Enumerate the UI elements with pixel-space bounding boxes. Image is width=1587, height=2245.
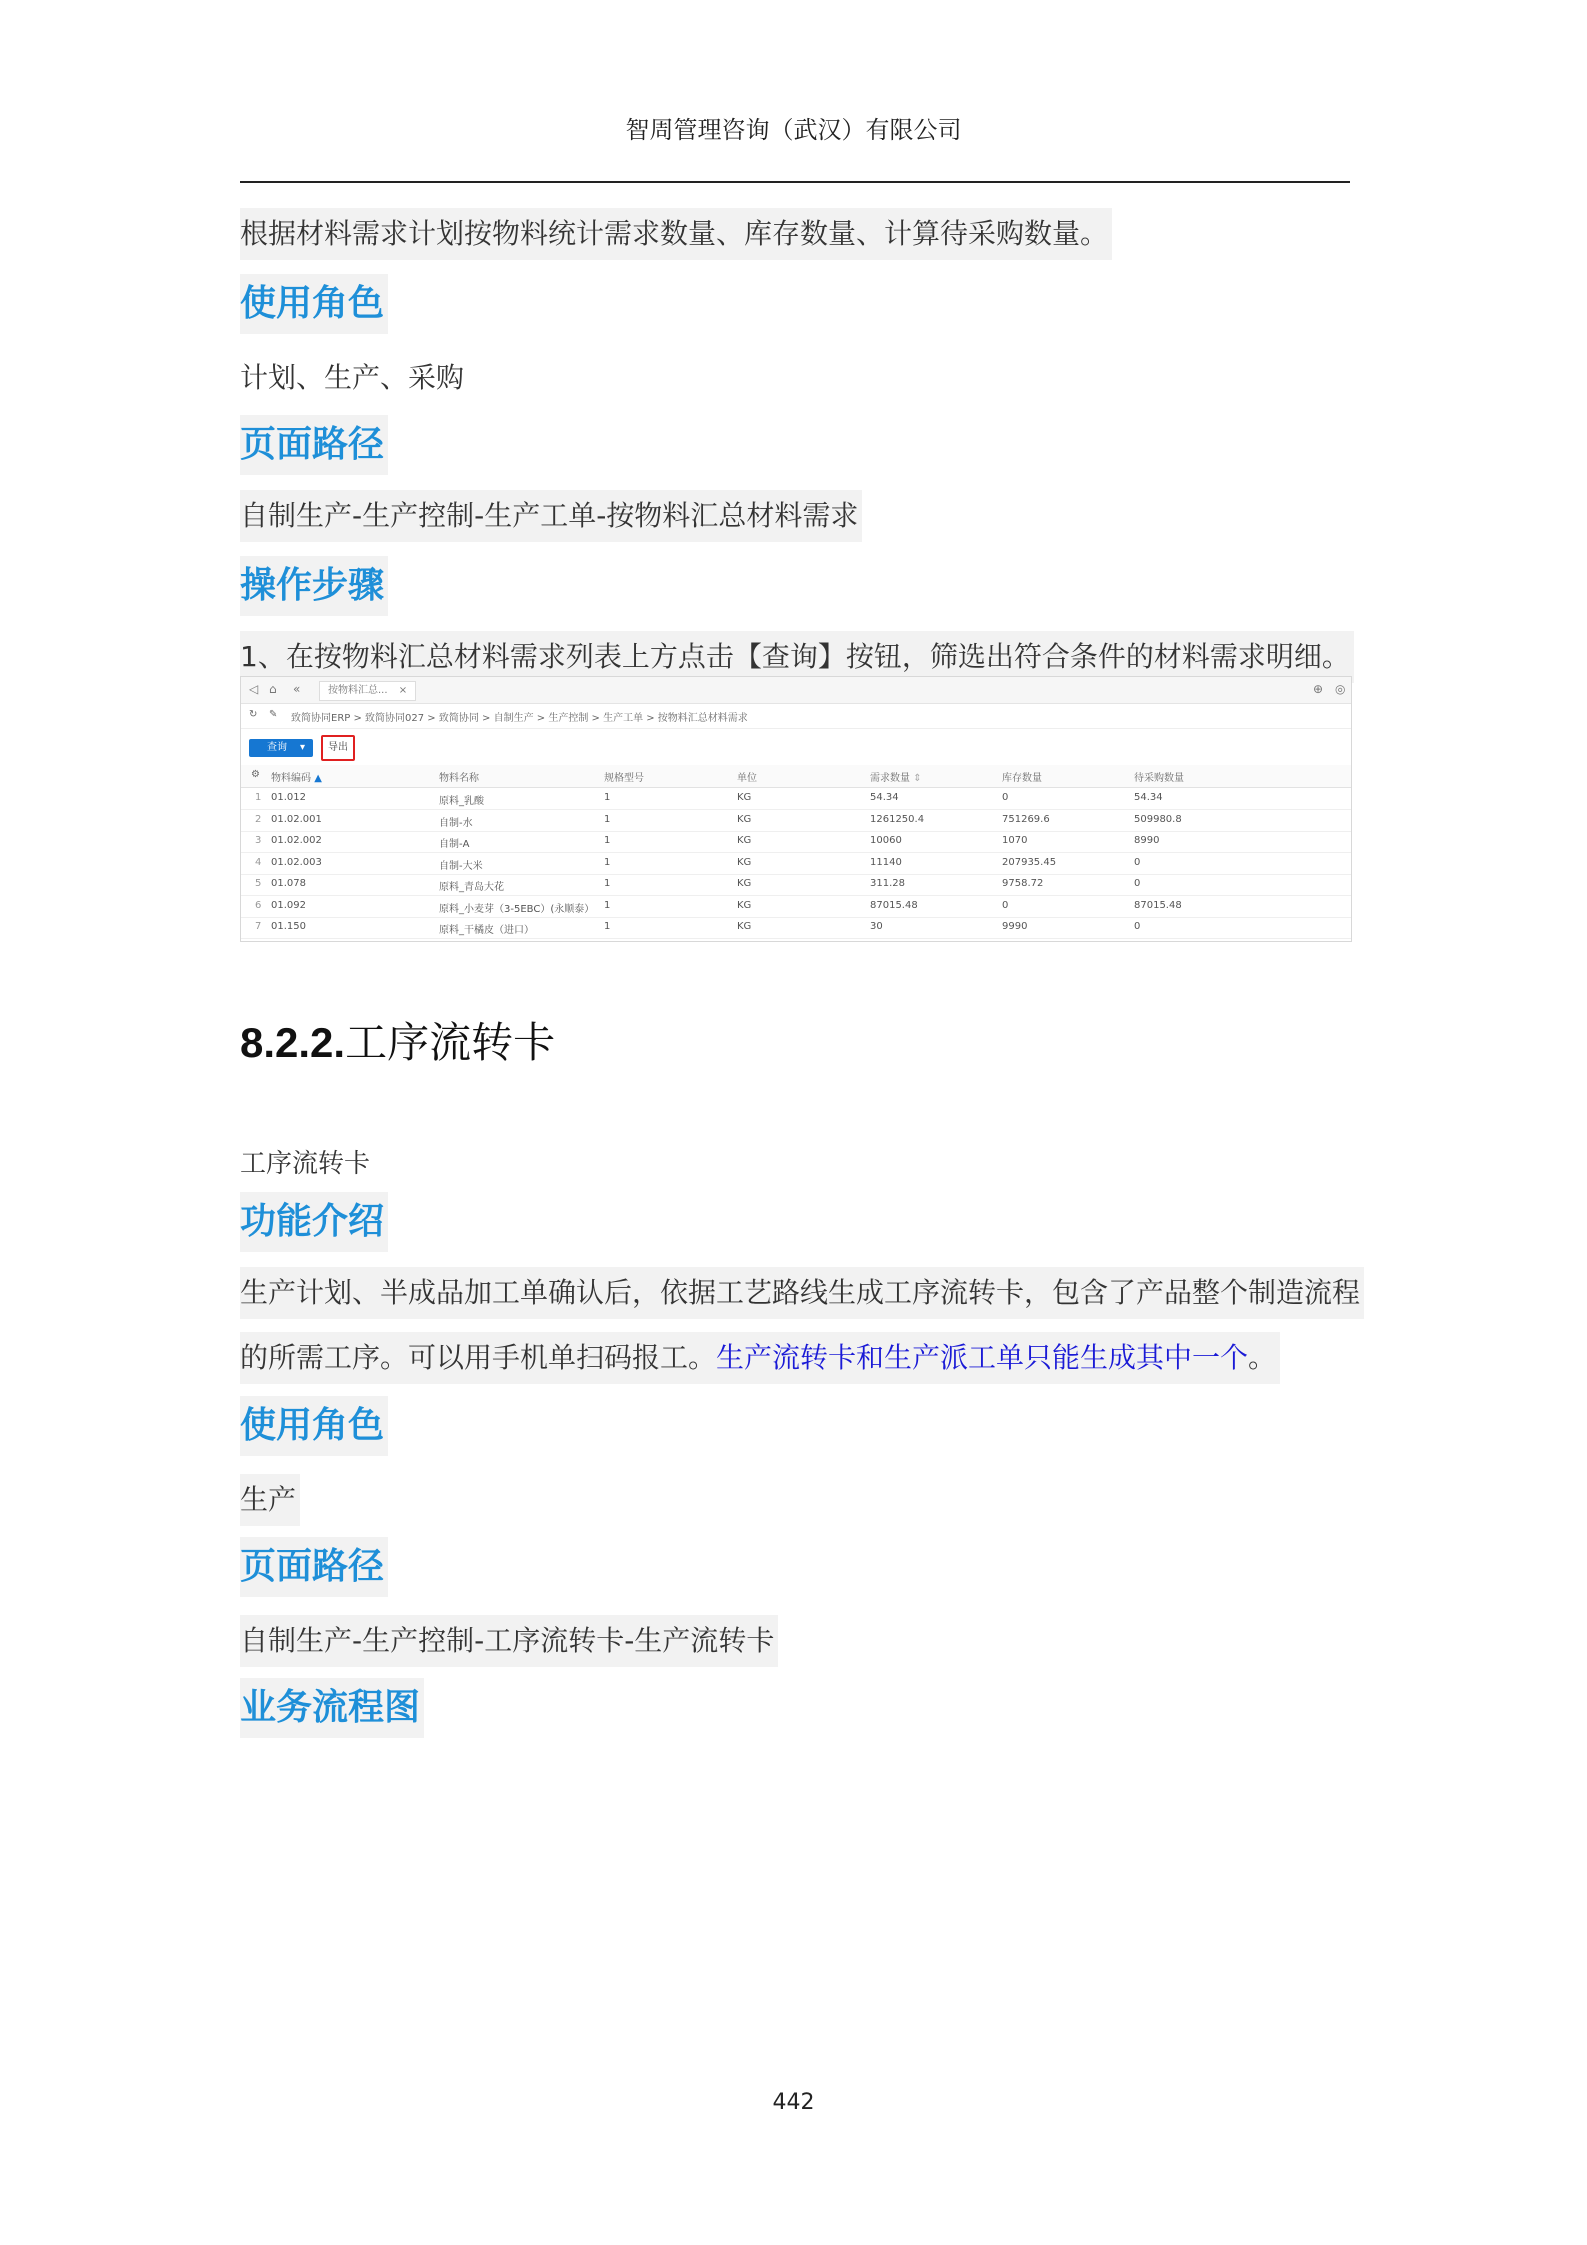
cell-unit: KG [737, 792, 752, 803]
section-title [240, 1010, 555, 1070]
cell-demand: 1261250.4 [870, 813, 925, 825]
column-header-code[interactable]: 物料编码 ▲ [271, 773, 322, 784]
roles-heading-2: 使用角色 [240, 1396, 388, 1456]
cell-spec: 1 [604, 835, 611, 846]
func-heading: 功能介绍 [240, 1192, 388, 1252]
cell-unit: KG [737, 856, 752, 868]
path-heading: 页面路径 [240, 415, 388, 475]
cell-spec: 1 [604, 899, 611, 911]
sort-up-icon[interactable]: ▲ [314, 773, 322, 784]
cell-demand: 11140 [870, 856, 902, 868]
cell-spec: 1 [604, 856, 611, 868]
column-header-unit[interactable]: 单位 [737, 773, 757, 784]
cell-demand: 54.34 [870, 792, 899, 803]
cell-n: 5 [255, 878, 262, 889]
intro-text: 根据材料需求计划按物料统计需求数量、库存数量、计算待采购数量。 [240, 208, 1112, 260]
cell-spec: 1 [604, 878, 611, 889]
cell-stock: 0 [1002, 792, 1009, 803]
cell-unit: KG [737, 899, 752, 911]
steps-heading: 操作步骤 [240, 556, 388, 616]
cell-spec: 1 [604, 921, 611, 932]
cell-code: 01.02.001 [271, 813, 322, 825]
cell-purchase: 0 [1134, 856, 1141, 868]
cell-code: 01.02.002 [271, 835, 322, 846]
cell-name: 自制-大米 [439, 860, 483, 872]
table-row[interactable] [241, 831, 1351, 853]
cell-demand: 10060 [870, 835, 902, 846]
column-header-purchase[interactable]: 待采购数量 [1134, 773, 1184, 784]
cell-name: 原料_小麦芽（3-5EBC）(永顺泰） [439, 903, 595, 915]
chevron-down-icon[interactable]: ▾ [299, 742, 305, 753]
export-button[interactable]: 导出 [321, 735, 355, 761]
cell-purchase: 87015.48 [1134, 899, 1182, 911]
cell-demand: 30 [870, 921, 883, 932]
section-subtitle: 工序流转卡 [240, 1149, 371, 1179]
sort-icon[interactable]: ⇕ [913, 773, 922, 784]
table-row[interactable] [241, 853, 1351, 875]
page-number: 442 [772, 2090, 815, 2115]
table-header [241, 765, 1351, 788]
func-link[interactable]: 生产流转卡和生产派工单只能生成其中一个 [716, 1341, 1249, 1374]
cell-purchase: 0 [1134, 921, 1141, 932]
path-text: 自制生产-生产控制-生产工单-按物料汇总材料需求 [240, 490, 862, 542]
cell-purchase: 8990 [1134, 835, 1160, 846]
table-row[interactable] [241, 810, 1351, 832]
path-text-2: 自制生产-生产控制-工序流转卡-生产流转卡 [240, 1615, 778, 1667]
header-company-name: 智周管理咨询（武汉）有限公司 [625, 116, 962, 144]
table-row[interactable] [241, 917, 1351, 939]
cell-name: 自制-水 [439, 817, 473, 829]
func-line2: 的所需工序。可以用手机单扫码报工。生产流转卡和生产派工单只能生成其中一个。 [240, 1332, 1280, 1384]
home-icon[interactable]: ⌂ [269, 682, 277, 696]
tab-label: 按物料汇总... [328, 685, 388, 696]
cell-n: 6 [255, 899, 262, 911]
header-divider [240, 181, 1350, 183]
breadcrumb: 致简协同ERP > 致简协同027 > 致简协同 > 自制生产 > 生产控制 > 生产工单 > 按物料汇总材料需求 [291, 713, 748, 724]
cell-n: 3 [255, 835, 262, 846]
cell-demand: 311.28 [870, 878, 905, 889]
section-number: 8.2.2. [240, 1019, 346, 1066]
cell-unit: KG [737, 921, 752, 932]
tab-material-summary[interactable] [319, 681, 416, 701]
cell-stock: 207935.45 [1002, 856, 1057, 868]
cell-name: 原料_青岛大花 [439, 882, 504, 893]
column-settings-icon[interactable]: ⚙ [251, 769, 260, 780]
section-title-text: 工序流转卡 [345, 1018, 556, 1067]
func-line1: 生产计划、半成品加工单确认后，依据工艺路线生成工序流转卡，包含了产品整个制造流程 [240, 1267, 1364, 1319]
table-row[interactable] [241, 896, 1351, 918]
query-button-label: 查询 [267, 742, 287, 753]
toolbar [241, 729, 1351, 765]
cell-unit: KG [737, 878, 752, 889]
breadcrumb-bar [241, 704, 1351, 729]
cell-code: 01.02.003 [271, 856, 322, 868]
flow-heading: 业务流程图 [240, 1678, 424, 1738]
table-row[interactable] [241, 788, 1351, 810]
cell-n: 2 [255, 813, 262, 825]
cell-stock: 9758.72 [1002, 878, 1044, 889]
tab-bar [241, 677, 1351, 704]
cell-name: 自制-A [439, 839, 470, 850]
cell-spec: 1 [604, 792, 611, 803]
cell-purchase: 509980.8 [1134, 813, 1182, 825]
cell-n: 1 [255, 792, 262, 803]
cell-stock: 9990 [1002, 921, 1028, 932]
path-heading-2: 页面路径 [240, 1537, 388, 1597]
cell-unit: KG [737, 813, 752, 825]
globe-icon[interactable]: ⊕ [1313, 682, 1324, 696]
column-header-stock[interactable]: 库存数量 [1002, 773, 1042, 784]
cell-n: 7 [255, 921, 262, 932]
cell-code: 01.092 [271, 899, 306, 911]
cell-n: 4 [255, 856, 262, 868]
column-header-demand[interactable]: 需求数量 ⇕ [870, 773, 922, 784]
double-chevron-left-icon[interactable]: « [293, 682, 301, 696]
cell-purchase: 54.34 [1134, 792, 1163, 803]
cell-name: 原料_乳酸 [439, 796, 484, 807]
table-row[interactable] [241, 874, 1351, 896]
cell-spec: 1 [604, 813, 611, 825]
roles-text: 计划、生产、采购 [240, 361, 465, 394]
column-header-spec[interactable]: 规格型号 [604, 773, 644, 784]
cell-code: 01.150 [271, 921, 306, 932]
cell-stock: 1070 [1002, 835, 1028, 846]
cell-name: 原料_干橘皮（进口） [439, 925, 534, 936]
cell-purchase: 0 [1134, 878, 1141, 889]
settings-icon[interactable]: ◎ [1335, 682, 1346, 696]
cell-stock: 751269.6 [1002, 813, 1050, 825]
cell-stock: 0 [1002, 899, 1009, 911]
erp-screenshot [240, 676, 1352, 942]
tab-close-icon[interactable]: × [398, 685, 408, 696]
roles-text-2: 生产 [240, 1474, 300, 1526]
roles-heading: 使用角色 [240, 274, 388, 334]
query-button[interactable] [249, 739, 313, 757]
step1-text: 1、在按物料汇总材料需求列表上方点击【查询】按钮，筛选出符合条件的材料需求明细。 [240, 631, 1354, 683]
column-header-name[interactable]: 物料名称 [439, 773, 479, 784]
pin-icon[interactable]: ✎ [269, 709, 278, 720]
cell-code: 01.078 [271, 878, 306, 889]
cell-code: 01.012 [271, 792, 306, 803]
cell-demand: 87015.48 [870, 899, 918, 911]
refresh-icon[interactable]: ↻ [249, 709, 258, 720]
back-icon[interactable]: ◁ [249, 682, 259, 696]
cell-unit: KG [737, 835, 752, 846]
